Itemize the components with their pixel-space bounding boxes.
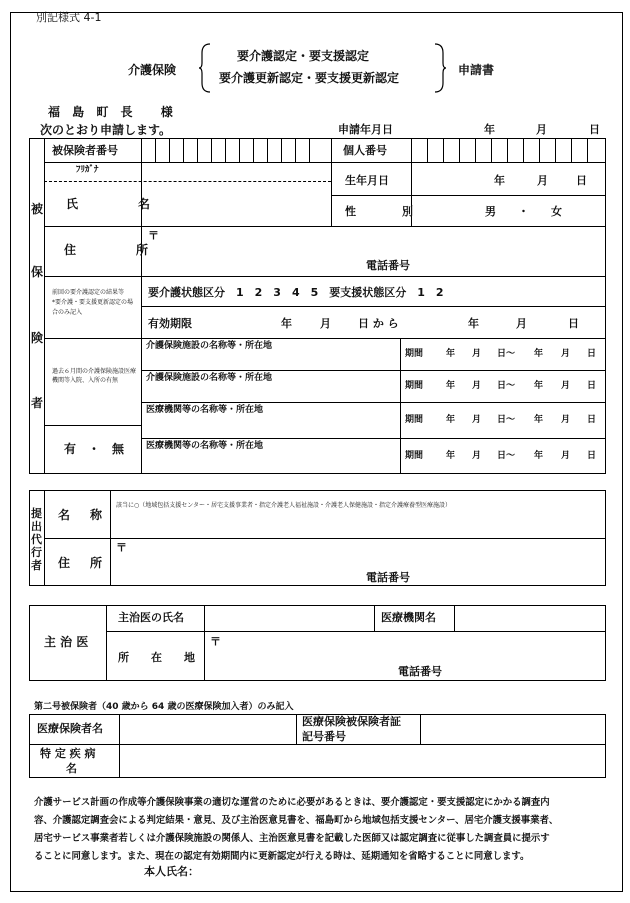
- valid-y: 年: [281, 317, 292, 330]
- consent-line-1: 介護サービス計画の作成等介護保険事業の適切な運営のために必要があるときは、要介護認定・要支援認定にかかる調査内: [34, 797, 550, 808]
- period-3-m: 月: [472, 415, 482, 425]
- past-note: 過去６月間の介護保険施設医療機関等入院、入所の有無: [52, 368, 137, 384]
- period-1-m2: 月: [561, 349, 571, 359]
- facility-1: 介護保険施設の名称等・所在地: [146, 341, 273, 351]
- apply-day: 日: [589, 123, 600, 136]
- left-brace: [198, 43, 212, 93]
- period-4-m: 月: [472, 451, 482, 461]
- agent-name-note: 該当に○（地域包括支援センター・居宅支援事業者・指定介護老人福祉施設・介護老人保健施設・指定介護療養型医療施設）: [116, 502, 451, 509]
- period-3-label: 期間: [405, 415, 424, 425]
- valid-m2: 月: [516, 317, 527, 330]
- period-2-label: 期間: [405, 381, 424, 391]
- doctor-postal: 〒: [210, 635, 221, 648]
- doctor-label: 主 治 医: [44, 635, 89, 649]
- period-2-d2: 日: [587, 381, 597, 391]
- secondary-heading: 第二号被保険者（40 歳から 64 歳の医療保険加入者）のみ記入: [34, 702, 294, 712]
- doctor-address-label: 所 在 地: [118, 651, 195, 664]
- personal-number-label: 個人番号: [343, 144, 387, 157]
- consent-line-4: ることに同意します。また、現在の認定有効期間内に更新認定が行える時は、延期通知を省略することに同意します。: [34, 851, 530, 862]
- insured-side-1: 被: [31, 202, 44, 216]
- agent-address-label: 住 所: [58, 556, 107, 570]
- sec-number-label-1: 医療保険被保険者証: [302, 715, 401, 728]
- addressee: 福 島 町 長 様: [48, 105, 177, 119]
- valid-label: 有効期限: [148, 317, 192, 330]
- sex-label: 性 別: [345, 205, 421, 218]
- period-3-y: 年: [446, 415, 456, 425]
- doctor-table: [29, 605, 606, 681]
- agent-side-3: 代: [31, 533, 42, 546]
- period-3-m2: 月: [561, 415, 571, 425]
- agent-postal: 〒: [116, 541, 127, 554]
- apply-date-label: 申請年月日: [338, 123, 393, 136]
- insured-postal: 〒: [148, 229, 159, 242]
- period-3-d2: 日: [587, 415, 597, 425]
- agent-side-1: 提: [31, 507, 42, 520]
- period-1-y: 年: [446, 349, 456, 359]
- period-1-m: 月: [472, 349, 482, 359]
- period-2-m: 月: [472, 381, 482, 391]
- period-4-d: 日～: [497, 451, 516, 461]
- agent-side-4: 行: [31, 546, 42, 559]
- doctor-name-label: 主治医の氏名: [118, 611, 184, 624]
- valid-y2: 年: [468, 317, 479, 330]
- period-2-m2: 月: [561, 381, 571, 391]
- valid-d: 日 か ら: [358, 317, 399, 330]
- agent-side-5: 者: [31, 559, 42, 572]
- period-1-d: 日～: [497, 349, 516, 359]
- period-4-d2: 日: [587, 451, 597, 461]
- sex-options[interactable]: 男 ・ 女: [485, 205, 562, 218]
- prev-cert-note: 前回の要介護認定の結果等 *要介護・要支援更新認定の場合のみ記入: [52, 289, 134, 316]
- name-label: 氏 名: [66, 197, 163, 211]
- consent-text: [34, 794, 609, 866]
- valid-m: 月: [320, 317, 331, 330]
- consent-line-2: 容、介護認定調査会による判定結果・意見、及び主治医意見書を、福島町から地域包括支援センター、居宅介護支援事業者、: [34, 815, 559, 826]
- disease-label-2: 名: [66, 762, 77, 775]
- agent-side: [31, 507, 43, 572]
- doctor-phone-label: 電話番号: [398, 665, 442, 678]
- title-mid-1: 要介護認定・要支援認定: [237, 49, 370, 63]
- form-id: 別記様式 4-1: [36, 11, 102, 24]
- insured-number-label: 被保険者番号: [52, 144, 118, 157]
- period-2-y2: 年: [534, 381, 544, 391]
- period-3-y2: 年: [534, 415, 544, 425]
- period-4-label: 期間: [405, 451, 424, 461]
- title-left: 介護保険: [128, 63, 177, 77]
- right-brace: [433, 43, 447, 93]
- title-mid-2: 要介護更新認定・要支援更新認定: [219, 71, 400, 85]
- birth-year: 年: [494, 174, 505, 187]
- period-4-y: 年: [446, 451, 456, 461]
- period-1-y2: 年: [534, 349, 544, 359]
- signature-label: 本人氏名：: [144, 865, 199, 878]
- title-right: 申請書: [458, 63, 495, 77]
- insured-side-2: 保: [31, 265, 44, 279]
- period-4-y2: 年: [534, 451, 544, 461]
- facility-2: 介護保険施設の名称等・所在地: [146, 373, 273, 383]
- period-3-d: 日～: [497, 415, 516, 425]
- doctor-inst-label: 医療機関名: [381, 611, 436, 624]
- consent-line-3: 居宅サービス事業者若しくは介護保険施設の関係人、主治医意見書を記載した医師又は認定調査に従事した調査員に提示す: [34, 833, 550, 844]
- facility-3: 医療機関等の名称等・所在地: [146, 405, 264, 415]
- birth-day: 日: [576, 174, 587, 187]
- insurer-label: 医療保険者名: [37, 722, 103, 735]
- facility-4: 医療機関等の名称等・所在地: [146, 441, 264, 451]
- agent-name-label: 名 称: [58, 508, 107, 522]
- birth-label: 生年月日: [345, 174, 389, 187]
- care-level[interactable]: 要介護状態区分 1 2 3 4 5 要支援状態区分 1 2: [148, 286, 444, 299]
- period-1-label: 期間: [405, 349, 424, 359]
- birth-month: 月: [537, 174, 548, 187]
- agent-phone-label: 電話番号: [366, 571, 410, 584]
- sec-number-label-2: 記号番号: [302, 730, 346, 743]
- disease-label-1: 特 定 疾 病: [40, 747, 96, 760]
- apply-month: 月: [536, 123, 547, 136]
- period-4-m2: 月: [561, 451, 571, 461]
- address-label: 住 所: [64, 243, 161, 257]
- period-2-y: 年: [446, 381, 456, 391]
- furigana-label: ﾌﾘｶﾞﾅ: [76, 165, 99, 175]
- valid-d2: 日: [568, 317, 579, 330]
- period-1-d2: 日: [587, 349, 597, 359]
- insured-side-3: 険: [31, 331, 44, 345]
- intro: 次のとおり申請します。: [40, 123, 172, 137]
- insured-side-4: 者: [31, 396, 44, 410]
- insured-phone-label: 電話番号: [366, 259, 410, 272]
- agent-side-2: 出: [31, 520, 42, 533]
- apply-year: 年: [484, 123, 495, 136]
- presence-options[interactable]: 有 ・ 無: [64, 442, 125, 456]
- period-2-d: 日～: [497, 381, 516, 391]
